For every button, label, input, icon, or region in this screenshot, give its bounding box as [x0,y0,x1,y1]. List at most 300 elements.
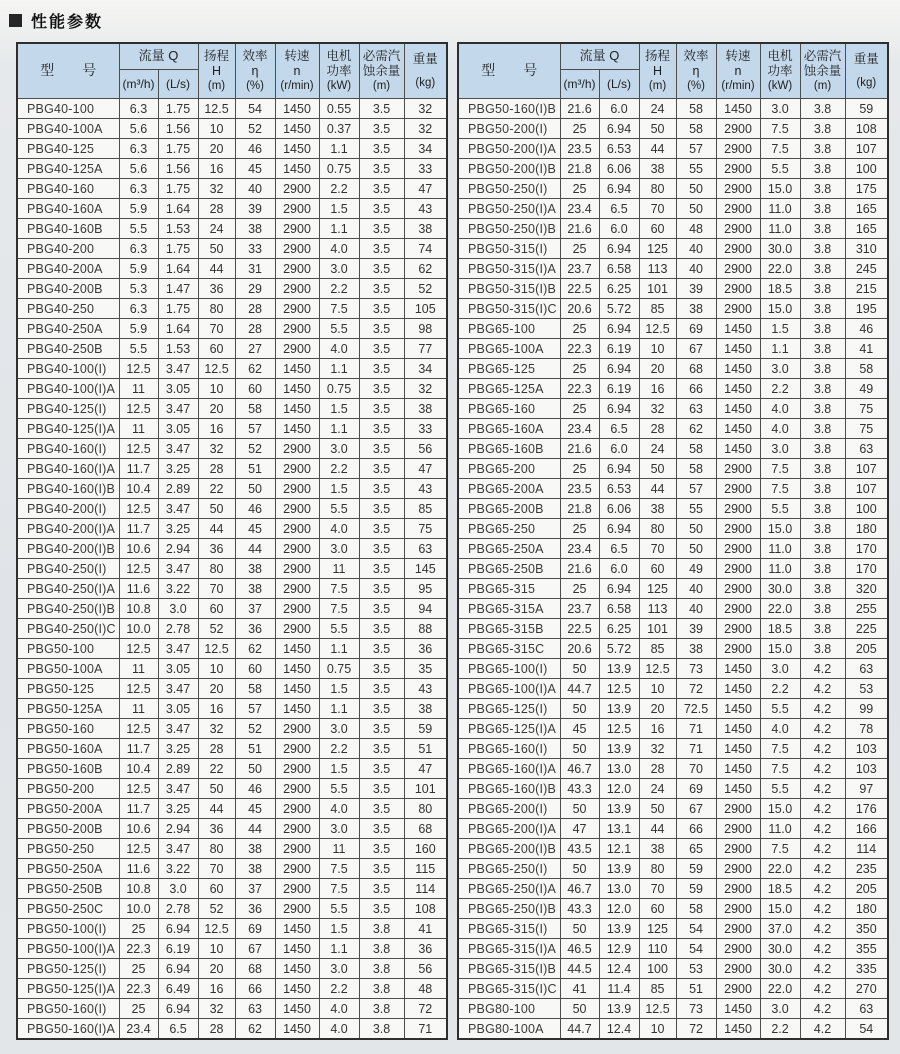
value-cell: 2900 [716,819,760,839]
value-cell: 40 [676,599,716,619]
value-cell: 115 [404,859,447,879]
value-cell: 39 [676,619,716,639]
model-cell: PBG40-200(I)A [17,519,119,539]
value-cell: 5.5 [319,319,359,339]
value-cell: 69 [676,779,716,799]
value-cell: 50 [235,479,275,499]
value-cell: 20 [198,959,235,979]
model-cell: PBG65-100A [458,339,560,359]
value-cell: 75 [845,399,888,419]
value-cell: 3.5 [359,659,404,679]
col-header-head [639,43,676,99]
value-cell: 38 [235,859,275,879]
value-cell: 3.5 [359,479,404,499]
table-row [17,879,447,899]
value-cell: 25 [560,399,599,419]
value-cell: 28 [198,459,235,479]
value-cell: 46 [235,499,275,519]
value-cell: 1.1 [319,139,359,159]
value-cell: 3.0 [760,999,800,1019]
value-cell: 34 [404,359,447,379]
value-cell: 37 [235,879,275,899]
value-cell: 3.5 [359,99,404,119]
header-line: 效率 [242,48,268,63]
col-header-flow-m3h: (m³/h) [560,70,599,99]
value-cell: 20 [198,399,235,419]
value-cell: 11.6 [119,859,158,879]
model-cell: PBG40-100(I)A [17,379,119,399]
value-cell: 18.5 [760,619,800,639]
value-cell: 3.8 [800,359,845,379]
model-cell: PBG50-315(I)C [458,299,560,319]
value-cell: 1450 [716,699,760,719]
value-cell: 80 [639,859,676,879]
value-cell: 180 [845,519,888,539]
value-cell: 108 [404,899,447,919]
header-line: 重量 [412,51,438,66]
value-cell: 3.47 [158,439,198,459]
value-cell: 51 [235,459,275,479]
value-cell: 50 [198,779,235,799]
value-cell: 97 [845,779,888,799]
value-cell: 105 [404,299,447,319]
value-cell: 20 [198,139,235,159]
model-cell: PBG50-160 [17,719,119,739]
value-cell: 205 [845,879,888,899]
value-cell: 1.75 [158,239,198,259]
value-cell: 6.06 [599,159,639,179]
value-cell: 5.5 [319,619,359,639]
model-cell: PBG40-100 [17,99,119,119]
value-cell: 43 [404,199,447,219]
value-cell: 3.0 [760,439,800,459]
value-cell: 3.05 [158,699,198,719]
model-cell: PBG40-160(I)A [17,459,119,479]
value-cell: 1450 [716,779,760,799]
col-header-efficiency [235,43,275,99]
col-header-head [198,43,235,99]
col-header-speed [716,43,760,99]
value-cell: 7.5 [319,299,359,319]
value-cell: 2900 [716,939,760,959]
value-cell: 2900 [716,139,760,159]
value-cell: 4.2 [800,959,845,979]
value-cell: 3.8 [800,379,845,399]
table-row [17,959,447,979]
value-cell: 55 [676,159,716,179]
value-cell: 23.5 [560,139,599,159]
value-cell: 5.5 [760,499,800,519]
value-cell: 3.47 [158,679,198,699]
value-cell: 1.1 [319,219,359,239]
table-row [458,379,888,399]
value-cell: 41 [404,919,447,939]
model-cell: PBG50-250B [17,879,119,899]
value-cell: 3.25 [158,799,198,819]
value-cell: 4.0 [760,399,800,419]
col-header-speed [275,43,319,99]
model-cell: PBG50-125(I) [17,959,119,979]
value-cell: 2.94 [158,539,198,559]
model-cell: PBG50-160A [17,739,119,759]
value-cell: 1.1 [319,699,359,719]
table-row [17,199,447,219]
table-row [17,639,447,659]
value-cell: 66 [235,979,275,999]
header-line: η [251,63,259,78]
value-cell: 70 [639,879,676,899]
value-cell: 2900 [275,519,319,539]
value-cell: 50 [639,459,676,479]
value-cell: 30.0 [760,579,800,599]
header-line: (m) [648,80,667,93]
value-cell: 10 [198,379,235,399]
value-cell: 3.47 [158,559,198,579]
value-cell: 5.9 [119,199,158,219]
table-row [17,179,447,199]
value-cell: 7.5 [760,139,800,159]
value-cell: 1.5 [319,759,359,779]
value-cell: 3.47 [158,719,198,739]
value-cell: 1450 [716,999,760,1019]
value-cell: 33 [404,419,447,439]
value-cell: 16 [198,979,235,999]
table-row [458,539,888,559]
value-cell: 50 [639,799,676,819]
value-cell: 1450 [716,759,760,779]
value-cell: 62 [235,639,275,659]
value-cell: 5.3 [119,279,158,299]
table-row [458,759,888,779]
value-cell: 23.4 [560,419,599,439]
model-cell: PBG40-125(I) [17,399,119,419]
value-cell: 13.9 [599,699,639,719]
table-row [17,139,447,159]
value-cell: 38 [639,499,676,519]
value-cell: 1.75 [158,299,198,319]
table-row [458,599,888,619]
value-cell: 12.5 [119,779,158,799]
value-cell: 3.8 [800,139,845,159]
col-header-flow-ls: (L/s) [599,70,639,99]
header-line: 转速 [284,48,310,63]
value-cell: 107 [845,459,888,479]
value-cell: 2.2 [760,1019,800,1040]
value-cell: 80 [404,799,447,819]
value-cell: 67 [676,799,716,819]
value-cell: 50 [676,179,716,199]
value-cell: 43.3 [560,899,599,919]
value-cell: 3.5 [359,899,404,919]
value-cell: 50 [560,919,599,939]
value-cell: 1450 [716,359,760,379]
table-row [17,359,447,379]
model-cell: PBG65-125(I)A [458,719,560,739]
value-cell: 23.4 [560,199,599,219]
value-cell: 16 [639,719,676,739]
model-cell: PBG40-250(I)B [17,599,119,619]
value-cell: 3.05 [158,419,198,439]
value-cell: 0.75 [319,379,359,399]
value-cell: 50 [560,999,599,1019]
value-cell: 6.94 [599,519,639,539]
value-cell: 60 [639,559,676,579]
col-header-flow: 流量 Q [560,43,639,70]
value-cell: 3.5 [359,299,404,319]
table-row [17,759,447,779]
model-cell: PBG65-100(I)A [458,679,560,699]
model-cell: PBG65-250(I)B [458,899,560,919]
value-cell: 6.3 [119,239,158,259]
value-cell: 2900 [716,239,760,259]
header-line: 电机 [326,48,352,63]
value-cell: 2.2 [760,679,800,699]
value-cell: 3.5 [359,279,404,299]
value-cell: 113 [639,599,676,619]
value-cell: 57 [235,699,275,719]
value-cell: 38 [235,839,275,859]
value-cell: 13.1 [599,819,639,839]
value-cell: 2900 [275,319,319,339]
value-cell: 235 [845,859,888,879]
value-cell: 180 [845,899,888,919]
value-cell: 4.2 [800,819,845,839]
value-cell: 12.5 [198,359,235,379]
model-cell: PBG40-250(I)A [17,579,119,599]
value-cell: 13.9 [599,999,639,1019]
col-header-power [760,43,800,99]
value-cell: 22.0 [760,259,800,279]
header-line: (r/min) [721,80,755,93]
table-row [458,119,888,139]
table-row [17,479,447,499]
value-cell: 38 [404,699,447,719]
value-cell: 165 [845,219,888,239]
model-cell: PBG65-315A [458,599,560,619]
value-cell: 125 [639,579,676,599]
value-cell: 3.47 [158,639,198,659]
value-cell: 176 [845,799,888,819]
value-cell: 30.0 [760,959,800,979]
value-cell: 24 [639,99,676,119]
value-cell: 3.5 [359,839,404,859]
value-cell: 22.3 [119,939,158,959]
value-cell: 4.0 [319,339,359,359]
model-cell: PBG50-250(I)B [458,219,560,239]
table-row [17,799,447,819]
value-cell: 4.2 [800,839,845,859]
value-cell: 95 [404,579,447,599]
value-cell: 3.8 [800,299,845,319]
model-cell: PBG40-125 [17,139,119,159]
model-cell: PBG50-200(I)B [458,159,560,179]
value-cell: 2900 [275,779,319,799]
value-cell: 3.8 [800,199,845,219]
value-cell: 2900 [275,259,319,279]
value-cell: 1450 [275,999,319,1019]
value-cell: 3.5 [359,219,404,239]
value-cell: 85 [639,639,676,659]
value-cell: 23.7 [560,259,599,279]
value-cell: 52 [235,439,275,459]
table-row [458,299,888,319]
header-line: (m) [372,80,391,93]
value-cell: 36 [198,539,235,559]
value-cell: 50 [235,759,275,779]
value-cell: 10.8 [119,599,158,619]
value-cell: 6.5 [158,1019,198,1040]
value-cell: 44 [639,139,676,159]
value-cell: 3.5 [359,859,404,879]
table-row [458,619,888,639]
value-cell: 3.22 [158,579,198,599]
value-cell: 7.5 [760,739,800,759]
table-row [17,279,447,299]
value-cell: 6.94 [599,179,639,199]
value-cell: 22.3 [560,339,599,359]
value-cell: 4.0 [319,799,359,819]
pump-spec-table-left [16,42,448,1040]
value-cell: 10.6 [119,539,158,559]
value-cell: 2.2 [319,739,359,759]
value-cell: 2900 [716,799,760,819]
model-cell: PBG65-200B [458,499,560,519]
col-header-flow-m3h: (m³/h) [119,70,158,99]
value-cell: 2.89 [158,759,198,779]
value-cell: 11 [119,379,158,399]
value-cell: 3.8 [800,459,845,479]
value-cell: 71 [676,739,716,759]
value-cell: 11 [119,419,158,439]
value-cell: 12.5 [119,719,158,739]
value-cell: 13.9 [599,739,639,759]
value-cell: 28 [198,739,235,759]
value-cell: 6.0 [599,99,639,119]
table-head [458,43,888,99]
table-row [458,359,888,379]
value-cell: 12.5 [639,659,676,679]
value-cell: 15.0 [760,899,800,919]
value-cell: 11.0 [760,219,800,239]
value-cell: 46 [235,779,275,799]
model-cell: PBG50-200B [17,819,119,839]
value-cell: 40 [676,239,716,259]
value-cell: 88 [404,619,447,639]
table-row [458,179,888,199]
value-cell: 320 [845,579,888,599]
value-cell: 4.2 [800,939,845,959]
value-cell: 3.8 [800,499,845,519]
value-cell: 1450 [716,659,760,679]
value-cell: 21.6 [560,439,599,459]
value-cell: 3.0 [319,959,359,979]
value-cell: 245 [845,259,888,279]
table-row [17,999,447,1019]
value-cell: 1.56 [158,159,198,179]
value-cell: 6.5 [599,199,639,219]
table-row [17,579,447,599]
value-cell: 6.0 [599,219,639,239]
model-cell: PBG40-160 [17,179,119,199]
table-row [17,499,447,519]
table-row [458,399,888,419]
model-cell: PBG50-200(I)A [458,139,560,159]
model-cell: PBG65-250B [458,559,560,579]
value-cell: 3.8 [800,619,845,639]
value-cell: 12.5 [599,679,639,699]
value-cell: 80 [198,839,235,859]
value-cell: 2900 [275,459,319,479]
value-cell: 170 [845,559,888,579]
value-cell: 12.5 [119,559,158,579]
value-cell: 28 [235,319,275,339]
model-cell: PBG65-200A [458,479,560,499]
value-cell: 6.19 [599,339,639,359]
model-cell: PBG65-250 [458,519,560,539]
value-cell: 49 [845,379,888,399]
value-cell: 2.2 [760,379,800,399]
value-cell: 6.94 [599,119,639,139]
value-cell: 50 [639,119,676,139]
value-cell: 44 [235,539,275,559]
value-cell: 2.2 [319,979,359,999]
value-cell: 45 [235,799,275,819]
value-cell: 3.5 [359,159,404,179]
value-cell: 39 [235,199,275,219]
value-cell: 3.5 [359,419,404,439]
value-cell: 22 [198,479,235,499]
table-row [17,679,447,699]
model-cell: PBG50-160(I) [17,999,119,1019]
table-row [458,459,888,479]
value-cell: 3.8 [800,339,845,359]
value-cell: 58 [235,399,275,419]
value-cell: 37 [235,599,275,619]
model-cell: PBG65-315(I)A [458,939,560,959]
value-cell: 12.4 [599,959,639,979]
value-cell: 1450 [275,679,319,699]
value-cell: 28 [198,1019,235,1040]
table-row [458,959,888,979]
value-cell: 60 [198,339,235,359]
value-cell: 3.8 [800,479,845,499]
value-cell: 2900 [275,799,319,819]
value-cell: 1450 [716,739,760,759]
header-line: (kW) [767,80,793,93]
value-cell: 1.75 [158,139,198,159]
value-cell: 3.47 [158,779,198,799]
value-cell: 3.47 [158,839,198,859]
value-cell: 32 [198,179,235,199]
value-cell: 10 [198,939,235,959]
value-cell: 1450 [716,719,760,739]
table-row [458,239,888,259]
model-cell: PBG80-100 [458,999,560,1019]
value-cell: 11.4 [599,979,639,999]
value-cell: 3.5 [359,679,404,699]
value-cell: 3.8 [359,939,404,959]
value-cell: 71 [676,719,716,739]
value-cell: 3.8 [800,579,845,599]
value-cell: 3.5 [359,599,404,619]
value-cell: 38 [235,219,275,239]
table-row [17,899,447,919]
value-cell: 56 [404,439,447,459]
value-cell: 12.5 [119,639,158,659]
value-cell: 100 [845,499,888,519]
value-cell: 1.47 [158,279,198,299]
value-cell: 22.5 [560,619,599,639]
